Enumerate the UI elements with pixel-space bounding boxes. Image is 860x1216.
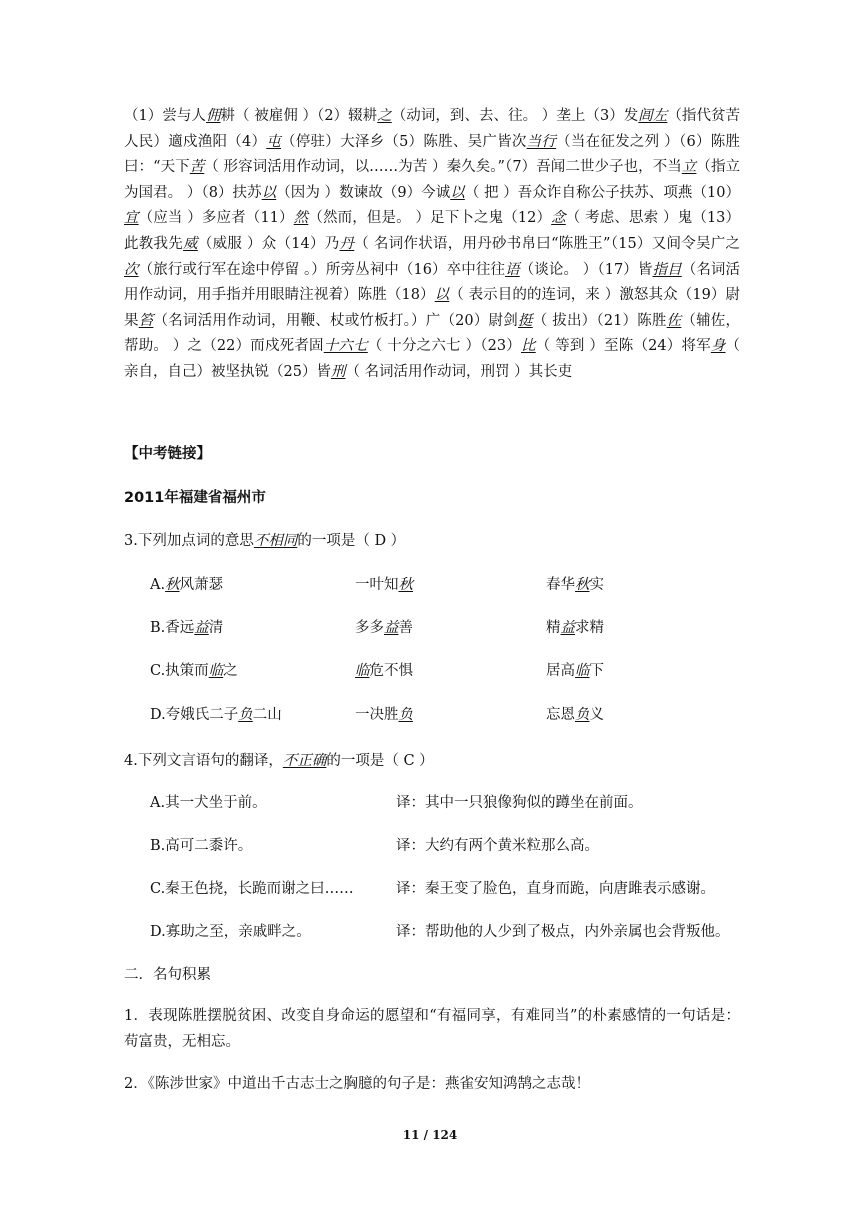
text-run: 实 [589,577,604,593]
q4-translation: 译：帮助他的人少到了极点，内外亲属也会背叛他。 [396,924,730,940]
text-run: 一叶知 [355,577,399,593]
text-run: （名词活用作动词，用手指并用眼睛注视着）陈胜（18） [124,261,741,304]
text-run: 春华 [546,577,575,593]
q3-option-cell [355,616,413,637]
keyword-mark: 临 [208,663,224,679]
keyword-mark: 以 [450,184,465,201]
keyword-mark: 语 [505,261,520,278]
keyword-mark: 以 [261,184,277,201]
section-heading: 【中考链接】 [124,446,211,462]
text-run: （动词，到、去、往。 ）垄上（3）发 [391,108,639,124]
question-4-stem [124,749,434,770]
text-run: （然而，但是。 ）足下卜之鬼（12） [308,210,552,227]
text-run: （指代贫苦人民）適戍渔阳（4） [124,108,741,150]
keyword-mark: 然 [293,210,309,227]
text-run: （1）尝与人 [124,108,206,124]
text-run: （谈论。 ）（17）皆 [519,261,653,278]
keyword-mark: 之 [377,108,392,124]
text-run: （ 亲自，自己）被坚执锐（25）皆 [124,338,741,380]
q3-option-cell [546,703,604,724]
q4-pre: 4.下列文言语句的翻译， [124,753,283,769]
text-run: （停驻）大泽乡（5）陈胜、吴广皆次 [281,133,527,150]
keyword-mark: 秋 [575,577,590,593]
keyword-mark: 临 [355,663,370,679]
keyword-mark: 益 [560,620,575,636]
text-run: 多多 [355,620,384,636]
text-run: （ 把 ）吾众诈自称公子扶苏、项燕（10） [464,184,741,201]
q4-post: 的一项是（ C ） [326,753,434,769]
keyword-mark: 益 [384,620,399,636]
q4-source-sentence: D.寡助之至，亲戚畔之。 [150,924,311,940]
part-2-heading: 二．名句积累 [124,967,211,983]
keyword-mark: 屯 [266,133,282,150]
q4-translation: 译：其中一只狼像狗似的蹲坐在前面。 [396,795,643,811]
text-run: （ 形容词活用作动词，以……为苦 ）秦久矣。”（7）吾闻二世少子也，不当 [204,159,682,176]
text-run: （ 考虑、思索 ）鬼（13）此教我先 [124,210,741,252]
text-run: C.执策而 [150,663,209,679]
text-run: A. [150,577,166,593]
text-run: 清 [208,620,224,636]
exam-heading: 2011年福建省福州市 [124,490,266,506]
keyword-mark: 十六七 [323,338,368,355]
q4-source-sentence: A.其一犬坐于前。 [150,795,267,811]
text-run: 耕（ 被雇佣 ）（2）辍耕 [220,108,378,124]
keyword-mark: 闾左 [638,108,668,124]
keyword-mark: 秋 [165,577,180,593]
q3-option-cell [150,616,223,637]
keyword-mark: 当行 [526,133,557,150]
text-run: 精 [546,620,561,636]
keyword-mark: 立 [681,159,697,176]
q4-emphasis: 不正确 [282,753,327,769]
keyword-mark: 身 [710,338,726,355]
text-run: （应当 ）多应者（11） [138,210,294,227]
q3-option-cell [355,703,413,724]
keyword-mark: 宜 [124,210,139,227]
text-run: 之 [223,663,238,679]
keyword-mark: 负 [398,707,413,723]
question-3-stem [124,529,405,550]
keyword-mark: 秋 [398,577,413,593]
q3-option-cell [546,659,604,680]
q4-source-sentence: C.秦王色挠，长跪而谢之曰…… [150,881,354,897]
keyword-mark: 负 [238,707,253,723]
q4-source-sentence: B.高可二黍许。 [150,838,253,854]
q3-option-cell [355,573,413,594]
quote-item-1: 1．表现陈胜摆脱贫困、改变自身命运的愿望和“有福同享，有难同当”的朴素感情的一句话是：苟富贵，无相忘。 [124,1008,740,1050]
q3-pre: 3.下列加点词的意思 [124,533,254,549]
q4-translation: 译：大约有两个黄米粒那么高。 [396,838,599,854]
keyword-mark: 比 [521,338,536,355]
page-number: 11 / 124 [402,1128,458,1142]
text-run: 二山 [252,707,282,723]
q4-translation: 译：秦王变了脸色，直身而跪，向唐雎表示感谢。 [396,881,715,897]
q3-option-cell [150,573,223,594]
text-run: （威服 ）众（14）乃 [197,235,340,252]
keyword-mark: 苦 [189,159,205,176]
keyword-mark: 临 [575,663,590,679]
text-run: （当在征发之列 ）（6）陈胜曰：“天下 [124,133,741,176]
text-run: （ 表示目的的连词，来 ）激怒其众（19）尉果 [124,287,741,329]
keyword-mark: 挺 [517,312,533,329]
text-run: 善 [398,620,413,636]
q3-option-cell [546,616,604,637]
text-run: 求精 [575,620,604,636]
q3-option-cell [546,573,604,594]
keyword-mark: 刑 [330,363,346,380]
keyword-mark: 威 [183,235,198,252]
text-run: 危不惧 [369,663,413,679]
keyword-mark: 笞 [138,312,154,329]
text-run: 居高 [546,663,575,679]
text-run: （因为 ）数谏故（9）今诚 [276,184,451,201]
text-run: D.夸娥氏二子 [150,707,239,723]
q3-option-cell [150,703,282,724]
text-run: （ 等到 ）至陈（24）将军 [535,338,711,355]
keyword-mark: 佣 [205,108,221,124]
q3-option-cell [355,659,413,680]
text-run: 下 [589,663,604,679]
q3-option-cell [150,659,238,680]
text-run: （ 十分之六七 ）（23） [367,338,521,355]
text-run: （旅行或行军在途中停留 。）所旁丛祠中（16）卒中往往 [138,261,506,278]
keyword-mark: 佐 [666,312,682,329]
text-run: （ 名词活用作动词，刑罚 ）其长吏 [345,363,573,380]
text-run: （ 名词作状语，用丹砂书帛曰“陈胜王”（15）又间令吴广之 [354,235,741,252]
text-run: （辅佐，帮助。 ）之（22）而戍死者固 [124,312,741,355]
annotations-paragraph [124,104,740,386]
text-run: 一决胜 [355,707,399,723]
q3-post: 的一项是（ D ） [297,533,406,549]
text-run: （ 拔出）（21）陈胜 [532,312,667,329]
keyword-mark: 以 [434,287,450,304]
text-run: （指立为国君。 ）（8）扶苏 [124,159,741,201]
text-run: 义 [589,707,604,723]
keyword-mark: 丹 [339,235,355,252]
quote-item-2: 2．《陈涉世家》中道出千古志士之胸臆的句子是：燕雀安知鸿鹄之志哉！ [124,1076,590,1092]
text-run: 忘恩 [546,707,575,723]
text-run: （名词活用作动词，用鞭、杖或竹板打。）广（20）尉剑 [153,312,518,329]
keyword-mark: 指目 [652,261,682,278]
keyword-mark: 次 [124,261,139,278]
q3-emphasis: 不相同 [253,533,298,549]
keyword-mark: 负 [575,707,590,723]
keyword-mark: 益 [194,620,209,636]
keyword-mark: 念 [551,210,566,227]
text-run: B.香远 [150,620,195,636]
text-run: 风萧瑟 [179,577,224,593]
